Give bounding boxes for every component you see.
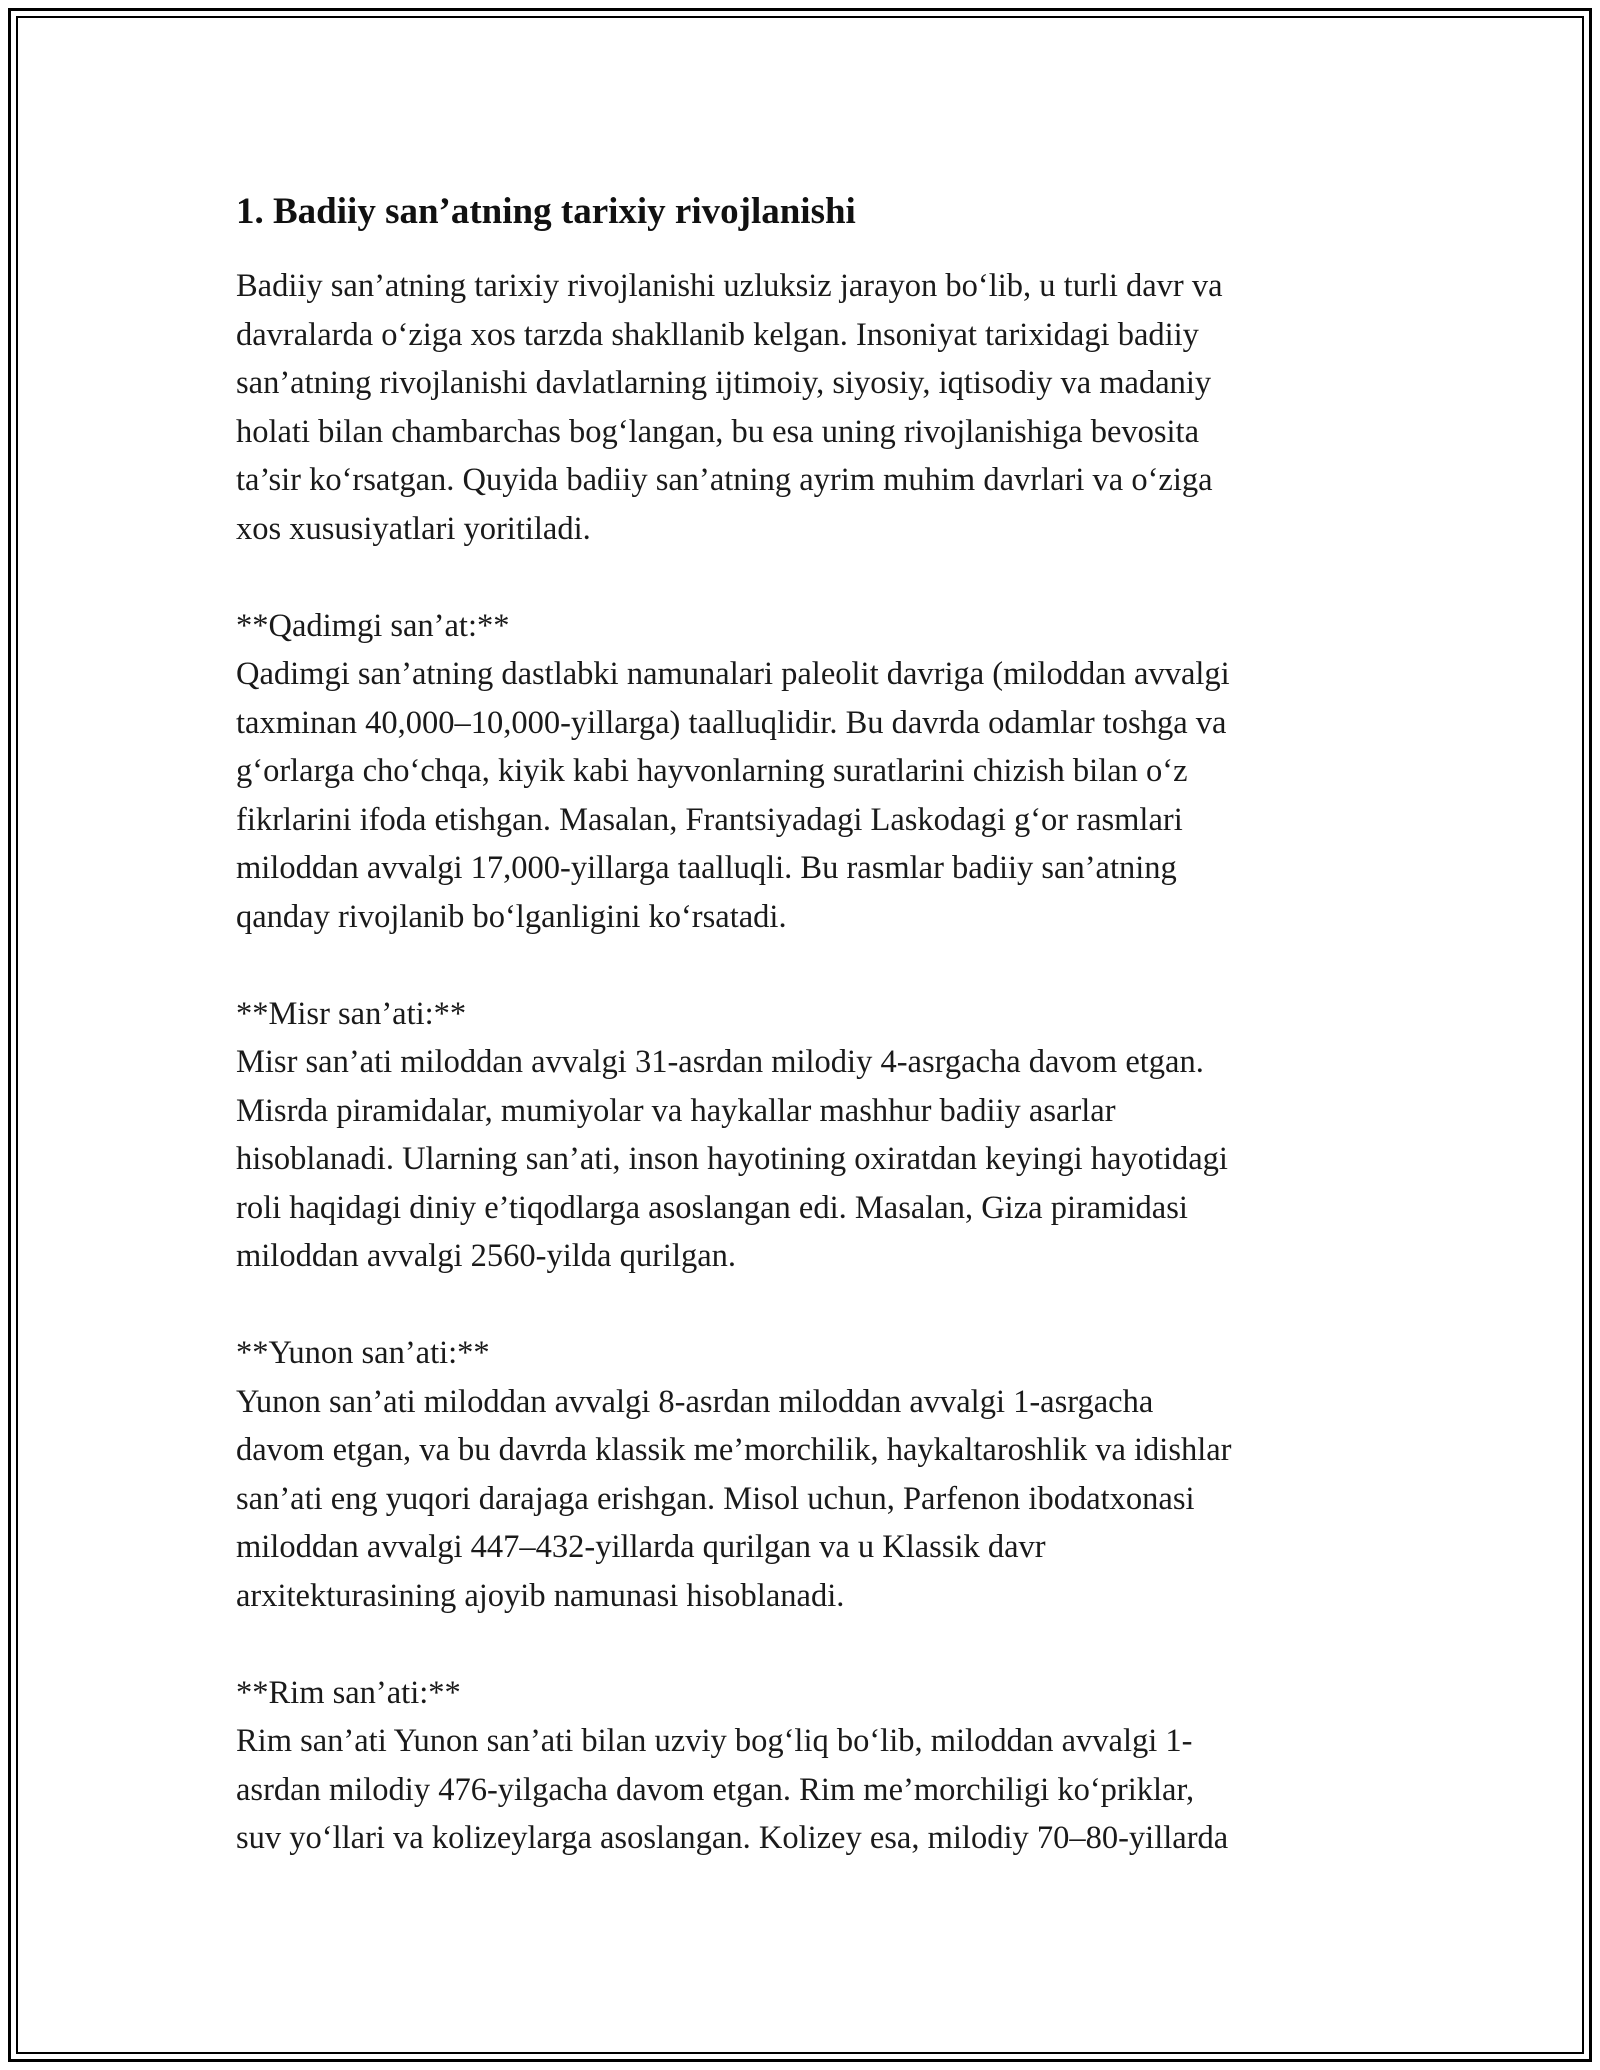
- section-greek-art: [236, 1329, 1376, 1620]
- section-heading: **Qadimgi san’at:**: [236, 607, 510, 644]
- section-egyptian-art: [236, 990, 1376, 1281]
- section-ancient-art: [236, 602, 1376, 942]
- section-heading: **Yunon san’ati:**: [236, 1335, 490, 1371]
- document-body: [236, 188, 1376, 1863]
- section-roman-art: [236, 1669, 1376, 1863]
- section-heading: **Misr san’ati:**: [236, 995, 467, 1032]
- section-body: Yunon san’ati miloddan avvalgi 8-asrdan miloddan avvalgi 1-asrgacha davom etgan, va bu davrda klassik me’morchilik, haykaltaroshlik va idishlar san’ati eng yuqori darajaga erishgan. Misol uchun, Parfenon ibodatxonasi miloddan avvalgi 447–432-yillarda qurilgan va u Klassik davr arxitekturasining ajoyib namunasi hisoblanadi.: [236, 1383, 1232, 1614]
- document-title: 1. Badiiy san’atning tarixiy rivojlanishi: [236, 191, 856, 232]
- section-body: Misr san’ati miloddan avvalgi 31-asrdan milodiy 4-asrgacha davom etgan. Misrda piramidalar, mumiyolar va haykallar mashhur badiiy asarlar hisoblanadi. Ularning san’ati, inson hayotining oxiratdan keyingi hayotidagi roli haqidagi diniy e’tiqodlarga asoslangan edi. Masalan, Giza piramidasi miloddan avvalgi 2560-yilda qurilgan.: [236, 1044, 1228, 1274]
- intro-paragraph: Badiiy san’atning tarixiy rivojlanishi uzluksiz jarayon bo‘lib, u turli davr va davralarda o‘ziga xos tarzda shakllanib kelgan. Insoniyat tarixidagi badiiy san’atning rivojlanishi davlatlarning ijtimoiy, siyosiy, iqtisodiy va madaniy holati bilan chambarchas bog‘langan, bu esa uning rivojlanishiga bevosita ta’sir ko‘rsatgan. Quyida badiiy san’atning ayrim muhim davrlari va o‘ziga xos xususiyatlari yoritiladi.: [236, 268, 1223, 547]
- section-heading: **Rim san’ati:**: [236, 1674, 461, 1711]
- section-body: Rim san’ati Yunon san’ati bilan uzviy bog‘liq bo‘lib, miloddan avvalgi 1- asrdan milodiy 476-yilgacha davom etgan. Rim me’morchiligi ko‘priklar, suv yo‘llari va kolizeylarga asoslangan. Kolizey esa, milodiy 70–80-yillarda: [236, 1723, 1229, 1856]
- section-body: Qadimgi san’atning dastlabki namunalari paleolit davriga (miloddan avvalgi taxminan 40,000–10,000-yillarga) taalluqlidir. Bu davrda odamlar toshga va g‘orlarga cho‘chqa, kiyik kabi hayvonlarning suratlarini chizish bilan o‘z fikrlarini ifoda etishgan. Masalan, Frantsiyadagi Laskodagi g‘or rasmlari miloddan avvalgi 17,000-yillarga taalluqli. Bu rasmlar badiiy san’atning qanday rivojlanib bo‘lganligini ko‘rsatadi.: [236, 656, 1230, 935]
